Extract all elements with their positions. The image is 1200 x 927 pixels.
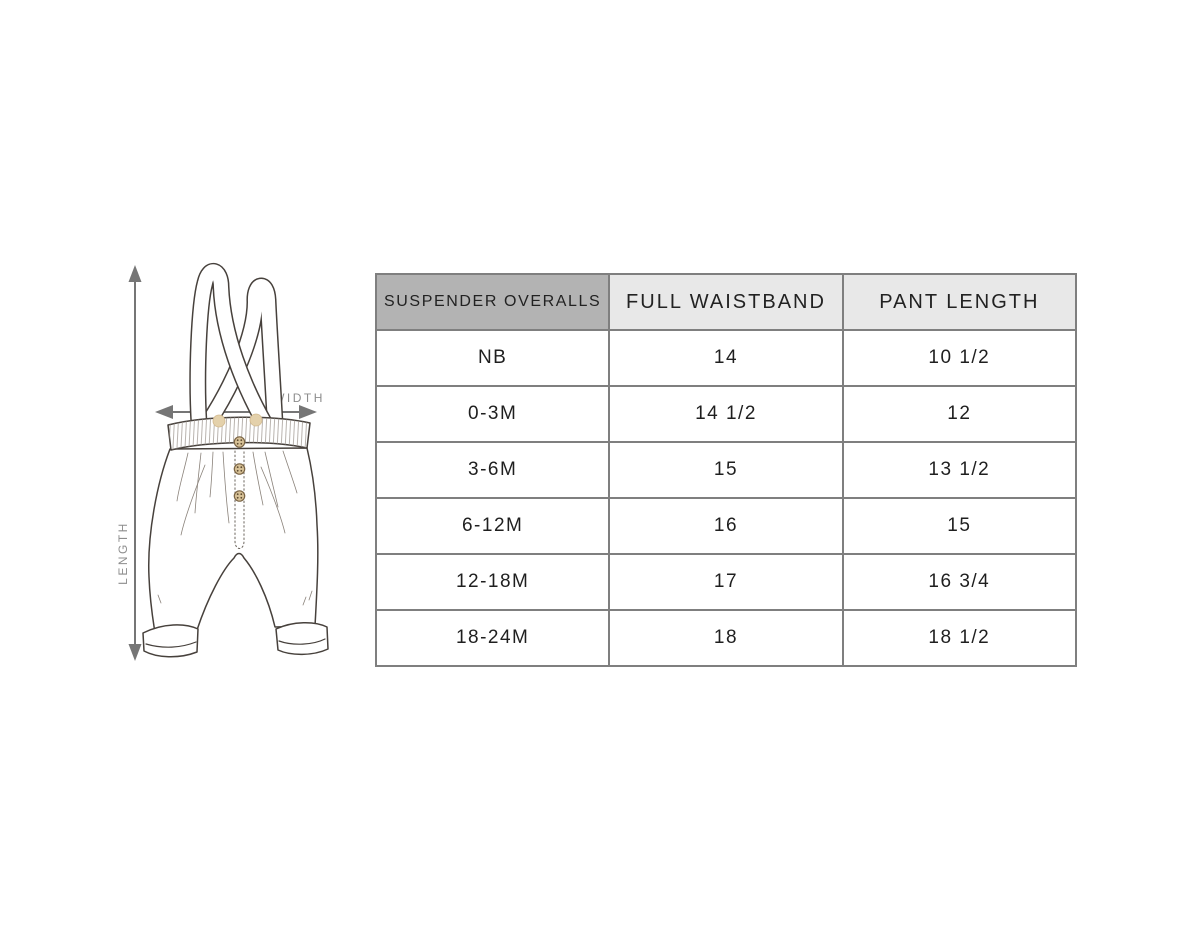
size-cell: NB xyxy=(376,330,609,386)
pant-length-cell: 10 1/2 xyxy=(843,330,1076,386)
waistband-cell: 14 1/2 xyxy=(609,386,842,442)
table-row xyxy=(376,330,1076,386)
column-header-full-waistband: FULL WAISTBAND xyxy=(609,274,842,330)
pant-length-cell: 16 3/4 xyxy=(843,554,1076,610)
pant-length-cell: 12 xyxy=(843,386,1076,442)
pant-length-cell: 13 1/2 xyxy=(843,442,1076,498)
header-row xyxy=(376,274,1076,330)
garment-diagram xyxy=(113,255,373,670)
column-header-size: SUSPENDER OVERALLS xyxy=(376,274,609,330)
waistband-cell: 18 xyxy=(609,610,842,666)
placket-buttons xyxy=(234,437,244,501)
size-cell: 12-18M xyxy=(376,554,609,610)
cuff-right xyxy=(276,623,328,655)
table-row xyxy=(376,610,1076,666)
column-header-pant-length: PANT LENGTH xyxy=(843,274,1076,330)
pant-length-cell: 18 1/2 xyxy=(843,610,1076,666)
size-cell: 3-6M xyxy=(376,442,609,498)
pants-body xyxy=(149,448,318,633)
cuff-left xyxy=(143,625,198,657)
waistband-cell: 16 xyxy=(609,498,842,554)
size-cell: 0-3M xyxy=(376,386,609,442)
width-label: WIDTH xyxy=(273,391,325,405)
pant-length-cell: 15 xyxy=(843,498,1076,554)
table-row xyxy=(376,498,1076,554)
pants-drawing xyxy=(143,271,328,656)
strap-button-left xyxy=(213,415,225,427)
length-arrow xyxy=(129,265,142,661)
strap-button-right xyxy=(250,414,262,426)
table-row xyxy=(376,554,1076,610)
length-label: LENGTH xyxy=(116,521,130,585)
waistband-cell: 17 xyxy=(609,554,842,610)
size-chart-table xyxy=(375,273,1077,667)
size-cell: 18-24M xyxy=(376,610,609,666)
table-row xyxy=(376,386,1076,442)
waistband-cell: 15 xyxy=(609,442,842,498)
table-row xyxy=(376,442,1076,498)
waistband-cell: 14 xyxy=(609,330,842,386)
size-cell: 6-12M xyxy=(376,498,609,554)
